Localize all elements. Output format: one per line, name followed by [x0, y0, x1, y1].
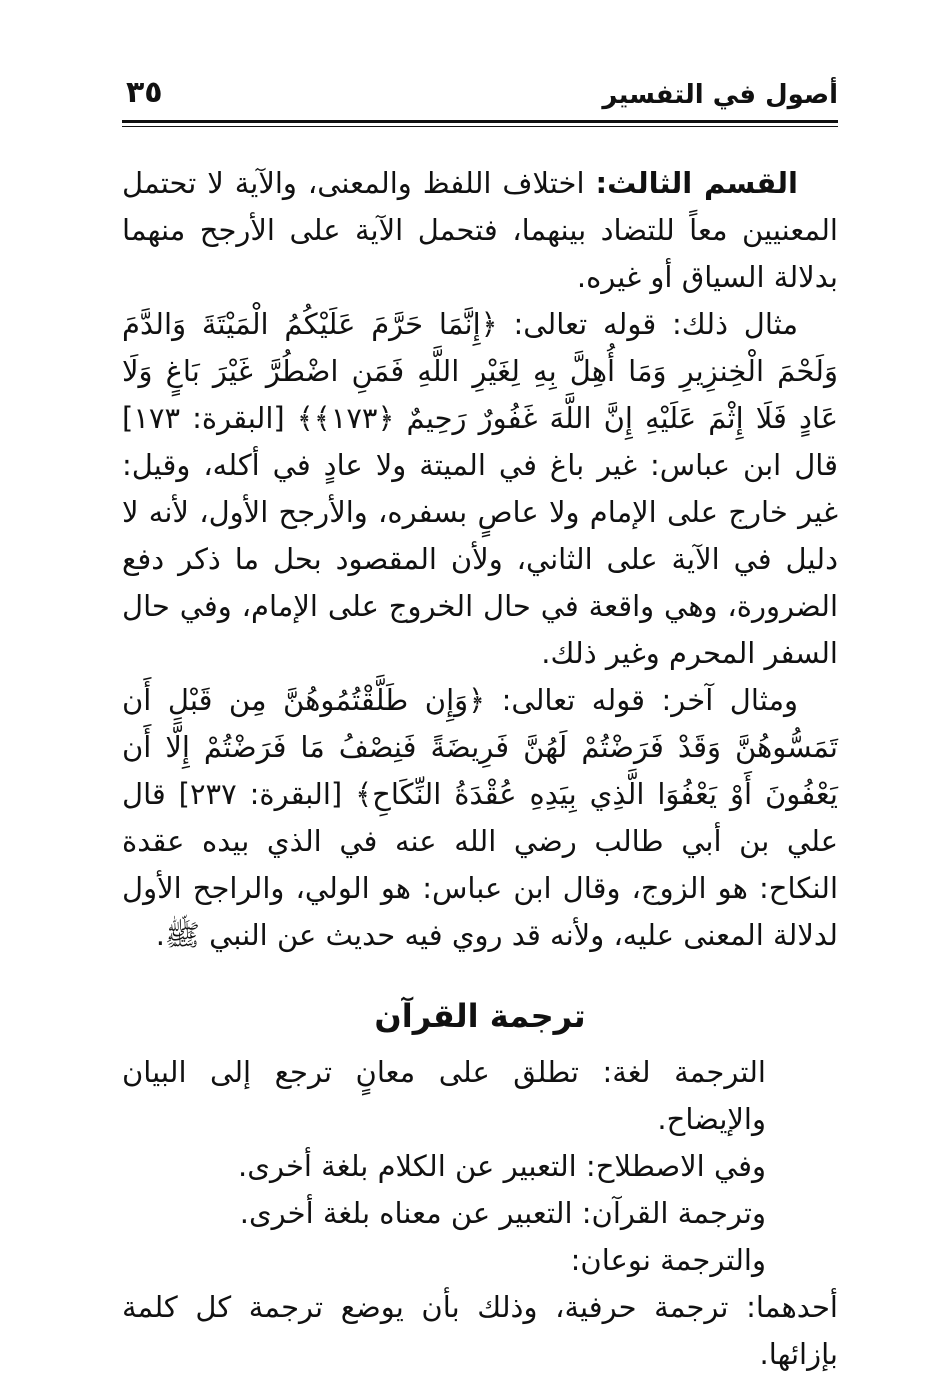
paragraph-text: [البقرة: ٢٣٧] قال علي بن أبي طالب رضي الله عنه في الذي بيده عقدة النكاح: هو الزوج، وقال ابن عباس: هو الولي، والراجح الأول لدلالة المعنى عليه، ولأنه قد روي فيه حديث عن النبي ﷺ. [122, 777, 838, 952]
paragraph-text: اختلاف اللفظ والمعنى، والآية لا تحتمل المعنيين معاً للتضاد بينهما، فتحمل الآية على الأرجح منهما بدلالة السياق أو غيره. [122, 166, 838, 294]
definition-line-quran: وترجمة القرآن: التعبير عن معناه بلغة أخرى. [239, 1196, 766, 1230]
definition-line-technical: وفي الاصطلاح: التعبير عن الكلام بلغة أخرى. [238, 1149, 766, 1183]
running-title: أصول في التفسير [602, 80, 838, 110]
definition-line-first-type: أحدهما: ترجمة حرفية، وذلك بأن يوضع ترجمة كل كلمة بإزائها. [122, 1290, 838, 1371]
definition-line-linguistic: الترجمة لغة: تطلق على معانٍ ترجع إلى البيان والإيضاح. [122, 1055, 766, 1136]
paragraph-intro: مثال ذلك: قوله تعالى: [497, 307, 798, 341]
header-rule-thick [122, 120, 838, 123]
paragraph-label: القسم الثالث: [595, 166, 798, 200]
paragraph-intro: ومثال آخر: قوله تعالى: [485, 683, 798, 717]
section-heading: ترجمة القرآن [374, 997, 586, 1035]
quran-verse: ﴿وَإِن طَلَّقْتُمُوهُنَّ مِن قَبْلِ أَن تَمَسُّوهُنَّ وَقَدْ فَرَضْتُمْ لَهُنَّ فَرِيضَةً فَنِصْفُ مَا فَرَضْتُمْ إِلَّا أَن يَعْفُونَ أَوْ يَعْفُوَا الَّذِي بِيَدِهِ عُقْدَةُ النِّكَاحِ﴾ [122, 683, 838, 811]
paragraph-text: [البقرة: ١٧٣] قال ابن عباس: غير باغ في الميتة ولا عادٍ في أكله، وقيل: غير خارج على الإمام ولا عاصٍ بسفره، والأرجح الأول، لأنه لا دليل في الآية على الثاني، ولأن المقصود بحل ما ذكر دفع الضرورة، وهي واقعة في حال الخروج على الإمام، وفي حال السفر المحرم وغير ذلك. [122, 401, 838, 670]
paragraph-example-two [122, 677, 838, 959]
page-header [122, 75, 838, 112]
definition-lines [122, 1049, 838, 1378]
quran-verse: ﴿إِنَّمَا حَرَّمَ عَلَيْكُمُ الْمَيْتَةَ وَالدَّمَ وَلَحْمَ الْخِنزِيرِ وَمَا أُهِلَّ بِهِ لِغَيْرِ اللَّهِ فَمَنِ اضْطُرَّ غَيْرَ بَاغٍ وَلَا عَادٍ فَلَا إِثْمَ عَلَيْهِ إِنَّ اللَّهَ غَفُورٌ رَحِيمٌ ﴿١٧٣﴾﴾ [122, 307, 839, 435]
definition-line-types: والترجمة نوعان: [570, 1243, 766, 1277]
paragraph-third-type [122, 160, 838, 301]
page-number: ٣٥ [126, 75, 163, 110]
body-text [122, 160, 838, 1378]
header-rule-thin [122, 126, 838, 127]
paragraph-example-one [122, 301, 838, 677]
